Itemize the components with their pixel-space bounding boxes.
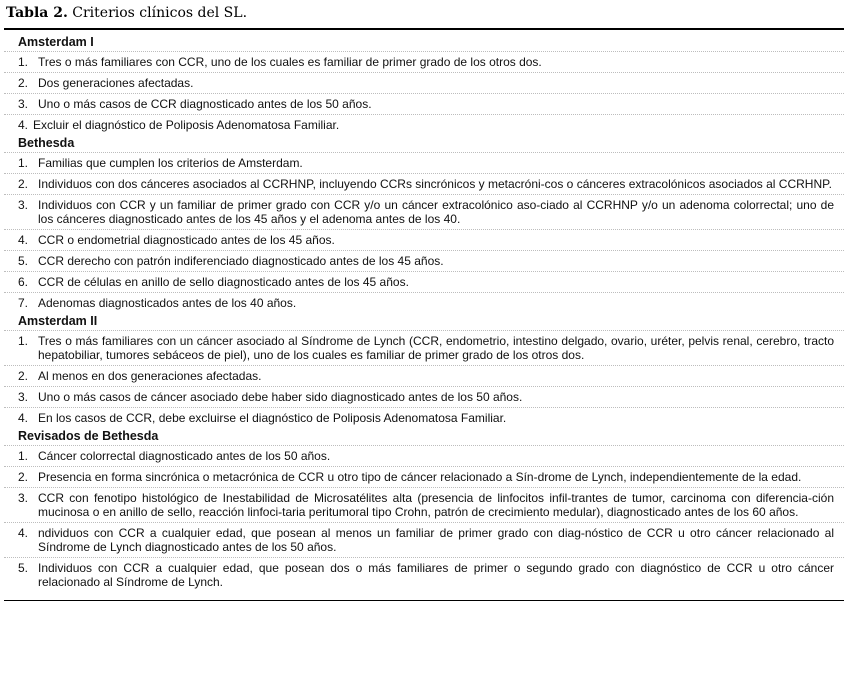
item-text: Tres o más familiares con un cáncer asociado al Síndrome de Lynch (CCR, endometrio, intestino delgado, ovario, uréter, pelvis renal, cerebro, tracto hepatobiliar, tumores sebáceos de piel), uno de los cuales es familiar de primer grado de los otros dos. <box>38 334 834 362</box>
item-text: Dos generaciones afectadas. <box>38 76 194 90</box>
criteria-item <box>4 250 844 271</box>
item-text: CCR o endometrial diagnosticado antes de los 45 años. <box>38 233 335 247</box>
item-text: Individuos con CCR y un familiar de primer grado con CCR y/o un cáncer extracolónico aso-ciado al CCRHNP y/o un adenoma colorrectal; uno de los cánceres diagnosticado antes de los 45 años y el adenoma antes de los 40. <box>38 198 834 226</box>
item-number: 2. <box>18 76 29 90</box>
item-number: 3. <box>18 198 29 212</box>
section-title: Bethesda <box>18 136 75 150</box>
item-text: Familias que cumplen los criterios de Amsterdam. <box>38 156 303 170</box>
criteria-item <box>4 407 844 428</box>
criteria-item <box>4 365 844 386</box>
item-text: Cáncer colorrectal diagnosticado antes de los 50 años. <box>38 449 331 463</box>
item-text: Individuos con dos cánceres asociados al CCRHNP, incluyendo CCRs sincrónicos y metacróni-cos o cánceres extracolónicos asociados al CCRHNP. <box>38 177 832 191</box>
item-text: En los casos de CCR, debe excluirse el diagnóstico de Poliposis Adenomatosa Familiar. <box>38 411 507 425</box>
item-number: 4. <box>18 411 29 425</box>
item-text: Presencia en forma sincrónica o metacrónica de CCR u otro tipo de cáncer relacionado a Sín-drome de Lynch, independientemente de la edad. <box>38 470 802 484</box>
item-number: 1. <box>18 334 29 348</box>
item-number: 1. <box>18 55 29 69</box>
section-title: Amsterdam I <box>18 35 94 49</box>
item-number: 3. <box>18 491 29 505</box>
criteria-item <box>4 173 844 194</box>
bottom-rule <box>4 600 844 601</box>
clinical-criteria-table <box>4 4 844 601</box>
criteria-item <box>4 557 844 592</box>
item-number: 4. <box>18 118 29 132</box>
criteria-item <box>4 229 844 250</box>
item-number: 1. <box>18 156 29 170</box>
item-text: CCR con fenotipo histológico de Inestabilidad de Microsatélites alta (presencia de linfocitos infil-trantes de tumor, carcinoma con diferencia-ción mucinosa o en anillo de sello, reacción linfoci-taria peritumoral tipo Crohn, patrón de crecimiento medular), diagnosticado antes de los 60 años. <box>38 491 834 519</box>
item-number: 2. <box>18 369 29 383</box>
criteria-item <box>4 152 844 173</box>
table-caption <box>4 4 844 28</box>
table-label: Tabla 2. <box>6 5 68 21</box>
item-number: 2. <box>18 470 29 484</box>
item-text: CCR derecho con patrón indiferenciado diagnosticado antes de los 45 años. <box>38 254 444 268</box>
criteria-item <box>4 51 844 72</box>
item-number: 7. <box>18 296 29 310</box>
item-text: Adenomas diagnosticados antes de los 40 años. <box>38 296 297 310</box>
criteria-item <box>4 386 844 407</box>
item-text: ndividuos con CCR a cualquier edad, que posean al menos un familiar de primer grado con diag-nóstico de CCR u otro cáncer relacionado al Síndrome de Lynch diagnosticado antes de los 50 años. <box>38 526 834 554</box>
criteria-item <box>4 93 844 114</box>
item-text: Uno o más casos de cáncer asociado debe haber sido diagnosticado antes de los 50 años. <box>38 390 523 404</box>
item-number: 1. <box>18 449 29 463</box>
criteria-item <box>4 445 844 466</box>
item-number: 4. <box>18 526 29 540</box>
table-caption-text: Criterios clínicos del SL. <box>72 5 248 21</box>
table-body <box>4 30 844 592</box>
item-number: 3. <box>18 390 29 404</box>
criteria-item <box>4 194 844 229</box>
item-text: Al menos en dos generaciones afectadas. <box>38 369 262 383</box>
item-number: 6. <box>18 275 29 289</box>
criteria-item <box>4 292 844 313</box>
section-title: Revisados de Bethesda <box>18 429 159 443</box>
criteria-item <box>4 114 844 135</box>
item-number: 5. <box>18 561 29 575</box>
item-number: 5. <box>18 254 29 268</box>
item-text: Uno o más casos de CCR diagnosticado antes de los 50 años. <box>38 97 372 111</box>
item-number: 2. <box>18 177 29 191</box>
criteria-item <box>4 330 844 365</box>
item-number: 3. <box>18 97 29 111</box>
item-text: Tres o más familiares con CCR, uno de los cuales es familiar de primer grado de los otros dos. <box>38 55 542 69</box>
criteria-item <box>4 466 844 487</box>
item-text: Excluir el diagnóstico de Poliposis Adenomatosa Familiar. <box>33 118 340 132</box>
item-text: CCR de células en anillo de sello diagnosticado antes de los 45 años. <box>38 275 409 289</box>
section-title: Amsterdam II <box>18 314 98 328</box>
item-text: Individuos con CCR a cualquier edad, que posean dos o más familiares de primer o segundo grado con diagnóstico de CCR u otro cáncer relacionado al Síndrome de Lynch. <box>38 561 834 589</box>
criteria-item <box>4 271 844 292</box>
item-number: 4. <box>18 233 29 247</box>
criteria-item <box>4 487 844 522</box>
criteria-item <box>4 72 844 93</box>
criteria-item <box>4 522 844 557</box>
